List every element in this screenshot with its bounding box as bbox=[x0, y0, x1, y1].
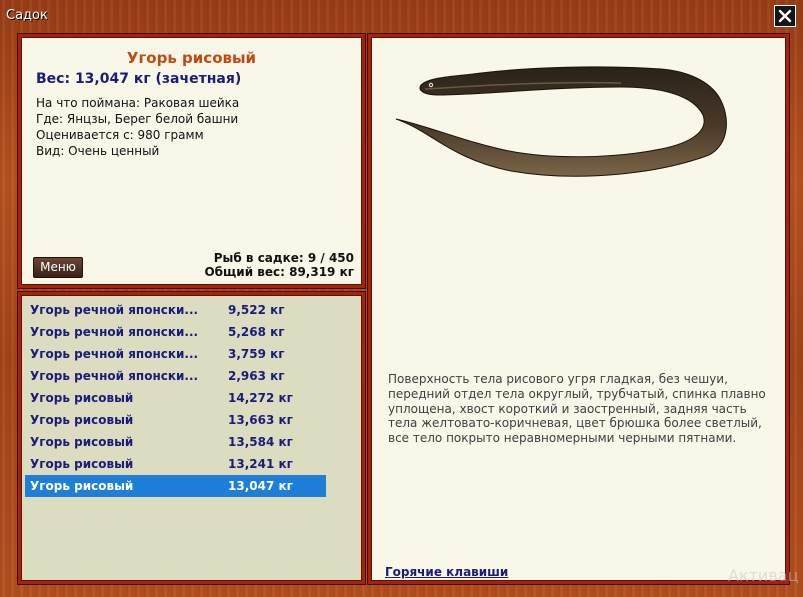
list-item[interactable] bbox=[25, 321, 326, 343]
fish-weight: Вес: 13,047 кг (зачетная) bbox=[36, 71, 242, 87]
list-item-name: Угорь рисовый bbox=[30, 391, 134, 405]
list-item[interactable] bbox=[25, 431, 326, 453]
list-item[interactable] bbox=[25, 365, 326, 387]
list-item[interactable] bbox=[25, 343, 326, 365]
list-item-name: Угорь рисовый bbox=[30, 479, 134, 493]
list-item-weight: 13,241 кг bbox=[228, 457, 293, 471]
list-item[interactable] bbox=[25, 387, 326, 409]
list-item-weight: 9,522 кг bbox=[228, 303, 285, 317]
menu-button[interactable]: Меню bbox=[33, 257, 83, 278]
eel-image bbox=[391, 47, 741, 197]
list-item-name: Угорь речной японски... bbox=[30, 347, 199, 361]
list-item-weight: 5,268 кг bbox=[228, 325, 285, 339]
list-item-weight: 13,663 кг bbox=[228, 413, 293, 427]
location-info: Где: Янцзы, Берег белой башни bbox=[36, 112, 239, 126]
list-item[interactable] bbox=[25, 475, 326, 497]
activation-watermark: Активац bbox=[728, 566, 799, 585]
list-item-name: Угорь рисовый bbox=[30, 413, 134, 427]
list-item-weight: 3,759 кг bbox=[228, 347, 285, 361]
list-item-weight: 2,963 кг bbox=[228, 369, 285, 383]
close-button[interactable] bbox=[774, 5, 796, 27]
keepnet-stats bbox=[204, 251, 354, 279]
fish-info-panel bbox=[18, 34, 365, 288]
species-info: Вид: Очень ценный bbox=[36, 144, 160, 158]
title-bar bbox=[0, 0, 803, 32]
list-item-name: Угорь рисовый bbox=[30, 457, 134, 471]
bait-info: На что поймана: Раковая шейка bbox=[36, 96, 240, 110]
total-weight: Общий вес: 89,319 кг bbox=[204, 265, 354, 279]
list-item-name: Угорь рисовый bbox=[30, 435, 134, 449]
list-item[interactable] bbox=[25, 299, 326, 321]
close-icon bbox=[778, 9, 792, 23]
fish-list-panel bbox=[18, 292, 365, 584]
list-item[interactable] bbox=[25, 409, 326, 431]
fish-name: Угорь рисовый bbox=[126, 49, 257, 67]
min-weight-info: Оценивается с: 980 грамм bbox=[36, 128, 204, 142]
list-item-name: Угорь речной японски... bbox=[30, 369, 199, 383]
list-item-name: Угорь речной японски... bbox=[30, 303, 199, 317]
window-title: Садок bbox=[6, 8, 48, 23]
list-item-weight: 13,047 кг bbox=[228, 479, 293, 493]
fish-description: Поверхность тела рисового угря гладкая, без чешуи, передний отдел тела округлый, трубчатый, спинка плавно уплощена, хвост короткий и заостренный, задняя часть тела желтовато-коричневая, цвет брюшка более светлый, все тело покрыто неравномерными черными пятнами. bbox=[388, 372, 766, 446]
fish-detail-panel bbox=[368, 34, 789, 584]
list-item-weight: 14,272 кг bbox=[228, 391, 293, 405]
list-item[interactable] bbox=[25, 453, 326, 475]
fish-count: Рыб в садке: 9 / 450 bbox=[213, 251, 354, 265]
list-item-name: Угорь речной японски... bbox=[30, 325, 199, 339]
hotkeys-link[interactable]: Горячие клавиши bbox=[385, 565, 509, 579]
list-item-weight: 13,584 кг bbox=[228, 435, 293, 449]
